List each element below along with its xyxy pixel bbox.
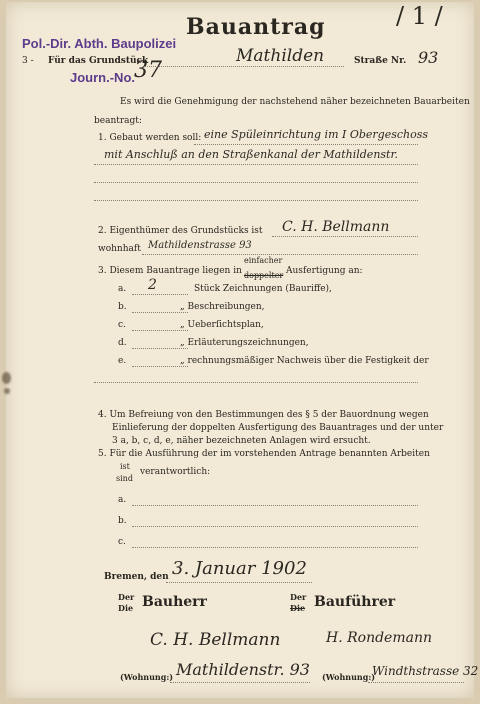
der-label: Der (118, 592, 135, 602)
bauherr-signature: C. H. Bellmann (150, 630, 281, 650)
section1-line (94, 164, 418, 165)
date-place: Bremen, den (104, 572, 169, 582)
section4-line1: 4. Um Befreiung von den Bestimmungen des § 5 der Bauordnung wegen (98, 410, 429, 420)
header-prefix: 3 - (22, 56, 34, 66)
item-text: „ Ueberſichtsplan, (180, 320, 264, 330)
der-label: Der (290, 592, 307, 602)
einfacher-option: einfacher (244, 256, 283, 265)
item-letter: c. (118, 320, 126, 330)
section1-value-line2: mit Anschluß an den Straßenkanal der Mathildenstr. (104, 148, 399, 161)
baufuehrer-signature: H. Rondemann (326, 630, 432, 646)
responsible-letter: b. (118, 516, 127, 526)
item-count-line (132, 312, 188, 313)
die-label: Die (290, 603, 306, 613)
stain-mark (4, 388, 10, 394)
baufuehrer-address-line (368, 682, 464, 683)
section1-value-line1: eine Spüleinrichtung im I Obergeschoss (204, 128, 429, 141)
stamp-journal-label: Journ.-No. (70, 70, 135, 85)
section1-line (194, 144, 418, 145)
item-letter: a. (118, 284, 127, 294)
item-letter: b. (118, 302, 127, 312)
section2-label: 2. Eigenthümer des Grundstücks ist (98, 226, 263, 236)
wohnung-label: (Wohnung:) (322, 672, 376, 682)
wohnhaft-label: wohnhaft (98, 244, 141, 254)
bauherr-address: Mathildenstr. 93 (176, 660, 310, 679)
section3-suffix: Ausfertigung an: (286, 266, 363, 276)
responsible-line (132, 526, 418, 527)
strasse-label: Straße Nr. (354, 56, 407, 66)
owner-address: Mathildenstrasse 93 (148, 240, 252, 251)
sind-option: sind (116, 474, 133, 483)
header-fuer-label: Für das Grundstück (48, 56, 149, 66)
baufuehrer-address: Windthstrasse 32 (372, 664, 479, 678)
section1-line (94, 182, 418, 183)
item-count-line (132, 294, 188, 295)
bauherr-label: Bauherr (142, 594, 207, 610)
street-value: Mathilden (236, 46, 325, 66)
section3-label: 3. Diesem Bauantrage liegen in (98, 266, 242, 276)
address-line (142, 254, 418, 255)
item-count-line (132, 366, 188, 367)
section1-line (94, 200, 418, 201)
journal-number: 37 (134, 58, 162, 83)
date-line (166, 582, 312, 583)
item-letter: e. (118, 356, 127, 366)
item-text: Stück Zeichnungen (Bauriffe), (194, 284, 332, 294)
section1-label: 1. Gebaut werden soll: (98, 133, 202, 143)
corner-mark: / 1 / (396, 2, 443, 30)
bauherr-address-line (170, 682, 310, 683)
stamp-department: Pol.-Dir. Abth. Baupolizei (22, 36, 177, 51)
page-title: Bauantrag (186, 14, 326, 40)
house-number: 93 (418, 48, 439, 67)
responsible-letter: c. (118, 537, 126, 547)
wohnung-label: (Wohnung:) (120, 672, 174, 682)
item-count-line (132, 330, 188, 331)
owner-name: C. H. Bellmann (282, 219, 390, 235)
item-letter: d. (118, 338, 127, 348)
item-text: „ rechnungsmäßiger Nachweis über die Festigkeit der (180, 356, 429, 366)
stain-mark (2, 372, 11, 384)
item-text: „ Erläuterungszeichnungen, (180, 338, 309, 348)
intro-line1: Es wird die Genehmigung der nachstehend näher bezeichneten Bauarbeiten (120, 97, 470, 107)
item-text: „ Beschreibungen, (180, 302, 265, 312)
doppelter-option: doppelter (244, 271, 284, 280)
die-label: Die (118, 603, 134, 613)
date-value: 3. Januar 1902 (172, 558, 307, 579)
item-count-line (132, 348, 188, 349)
verantwortlich-label: verantwortlich: (140, 467, 211, 477)
section4-line3: 3 a, b, c, d, e, näher bezeichneten Anlagen wird ersucht. (112, 436, 371, 446)
section3-line (94, 382, 418, 383)
responsible-letter: a. (118, 495, 127, 505)
owner-line (272, 236, 418, 237)
street-line (144, 66, 344, 67)
item-count: 2 (148, 277, 157, 293)
section5-line1: 5. Für die Ausführung der im vorstehenden Antrage benannten Arbeiten (98, 449, 430, 459)
section4-line2: Einlieferung der doppelten Ausfertigung des Bauantrages und der unter (112, 423, 444, 433)
responsible-line (132, 547, 418, 548)
ist-option: ist (120, 462, 130, 471)
intro-line2: beantragt: (94, 116, 142, 126)
baufuehrer-label: Bauführer (314, 594, 396, 610)
responsible-line (132, 505, 418, 506)
